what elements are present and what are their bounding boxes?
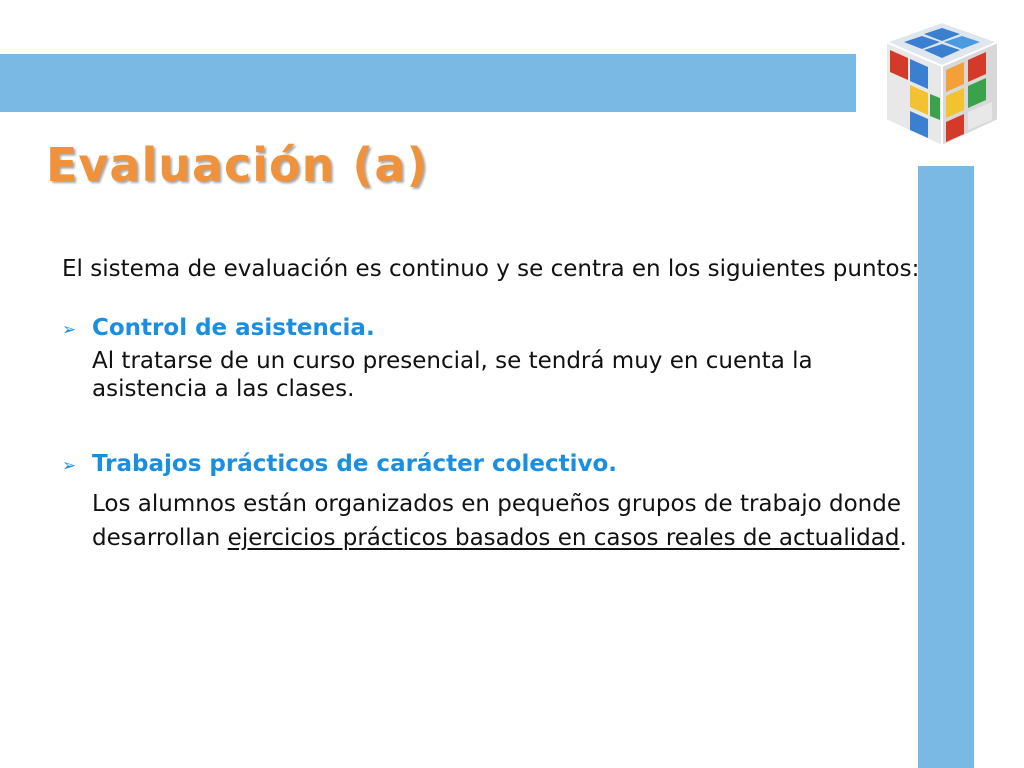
intro-text: El sistema de evaluación es continuo y se centra en los siguientes puntos: xyxy=(62,256,920,282)
bullet-heading-text: Trabajos prácticos de carácter colectivo. xyxy=(92,451,617,477)
rubiks-cube-icon xyxy=(876,14,1008,156)
arrow-right-icon: ➢ xyxy=(62,456,77,476)
side-decorative-band xyxy=(918,166,974,768)
bullet-heading-practical-work xyxy=(62,447,922,481)
bullet-text-end: . xyxy=(899,525,907,551)
top-decorative-band xyxy=(0,54,856,112)
bullet-heading-text: Control de asistencia. xyxy=(92,315,375,341)
slide-body xyxy=(62,252,922,555)
bullet-text-part: Los alumnos están organizados en pequeños grupos de trabajo donde desarrollan xyxy=(92,491,901,551)
slide-title: Evaluación (a) xyxy=(46,138,429,192)
bullet-text-practical-work xyxy=(62,487,922,555)
underlined-text: ejercicios prácticos basados en casos reales de actualidad xyxy=(227,525,900,551)
bullet-text-attendance: Al tratarse de un curso presencial, se tendrá muy en cuenta la asistencia a las clases. xyxy=(92,348,813,402)
arrow-right-icon: ➢ xyxy=(62,320,77,340)
bullet-heading-attendance xyxy=(62,311,922,345)
